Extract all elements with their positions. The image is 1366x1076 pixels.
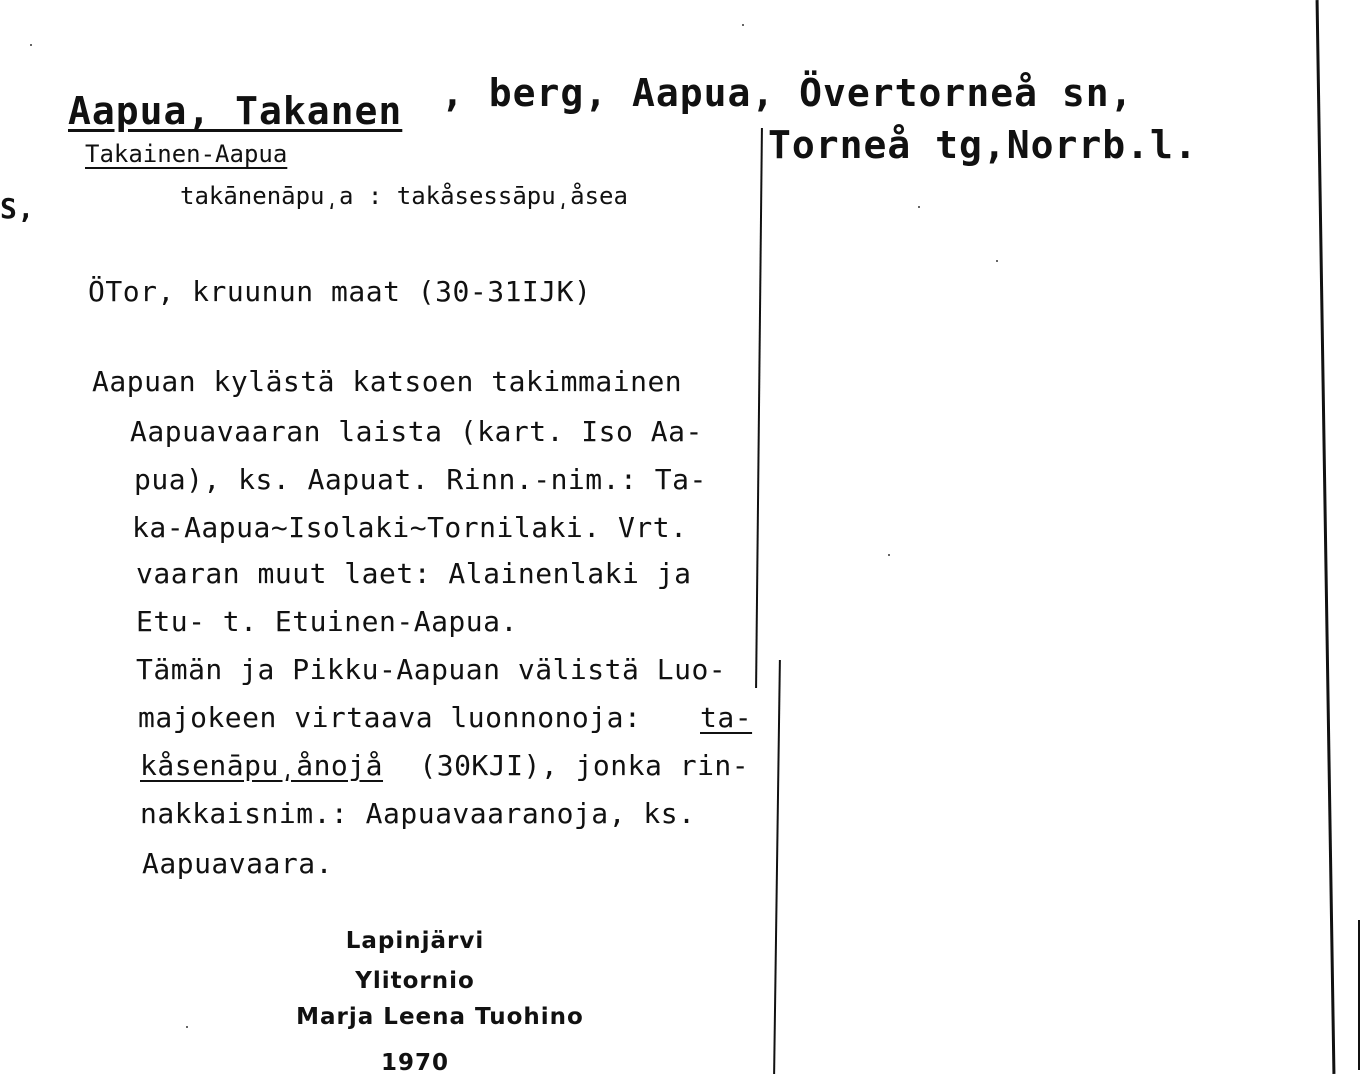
description-line: nakkaisnim.: Aapuavaaranoja, ks. (140, 797, 696, 830)
stamp-line: Lapinjärvi (345, 928, 485, 954)
stamp-line: Ylitornio (355, 968, 475, 994)
pronunciation: takānenāpu͵a : takåsessāpu͵åsea (180, 182, 628, 210)
speck (918, 206, 920, 208)
stamp-line: Marja Leena Tuohino (296, 1004, 584, 1030)
description-line: Etu- t. Etuinen-Aapua. (136, 605, 518, 638)
heading-place-name: Aapua, Takanen (68, 89, 403, 133)
description-line: Aapuan kylästä katsoen takimmainen (92, 365, 683, 398)
speck (996, 260, 998, 262)
description-line: pua), ks. Aapuat. Rinn.-nim.: Ta- (134, 463, 707, 496)
margin-fragment: S, (0, 192, 35, 225)
heading-district: Torneå tg,Norrb.l. (768, 123, 1198, 167)
underlined-term-start: ta- (700, 701, 753, 734)
speck (30, 44, 32, 46)
column-divider (755, 128, 763, 688)
speck (888, 554, 890, 556)
underlined-term: kåsenāpu͵ånojå (140, 749, 384, 782)
card-edge (1358, 920, 1360, 1070)
speck (186, 1026, 188, 1028)
description-line: majokeen virtaava luonnonoja: (138, 701, 659, 734)
source-reference: ÖTor, kruunun maat (30-31IJK) (88, 275, 592, 308)
description-line: Tämän ja Pikku-Aapuan välistä Luo- (136, 653, 727, 686)
alternate-name: Takainen-Aapua (85, 140, 288, 168)
description-line: vaaran muut laet: Alainenlaki ja (136, 557, 692, 590)
card-edge (1316, 0, 1336, 1074)
description-line: Aapuavaara. (142, 847, 333, 880)
description-line: ka-Aapua~Isolaki~Tornilaki. Vrt. (132, 511, 688, 544)
column-divider (773, 660, 781, 1074)
description-line: (30KJI), jonka rin- (402, 749, 750, 782)
stamp-line: 1970 (380, 1050, 449, 1076)
description-line: Aapuavaaran laista (kart. Iso Aa- (130, 415, 703, 448)
heading-location: , berg, Aapua, Övertorneå sn, (441, 71, 1134, 115)
speck (742, 24, 744, 26)
